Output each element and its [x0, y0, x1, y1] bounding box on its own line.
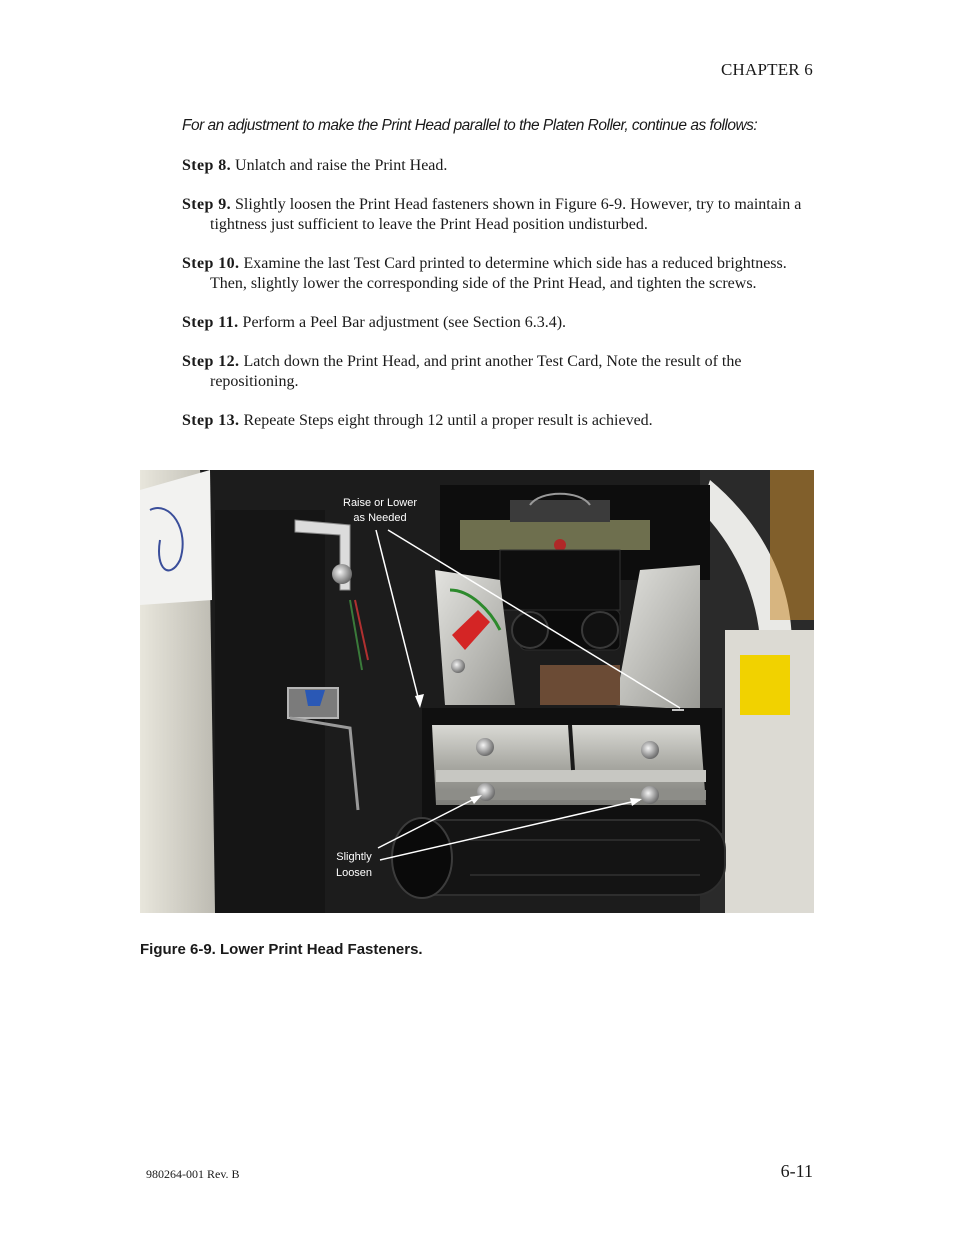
step-label: Step 13. [182, 412, 240, 429]
step-text: Slightly loosen the Print Head fasteners shown in Figure 6-9. However, try to maintain a tightness just sufficient to leave the Print Head position undisturbed. [210, 196, 802, 233]
step-text: Unlatch and raise the Print Head. [235, 157, 448, 174]
step-list [182, 156, 814, 450]
print-head-photo [140, 470, 814, 913]
step-8 [182, 156, 814, 176]
upper-left-screw [476, 738, 494, 756]
figure-caption: Figure 6-9. Lower Print Head Fasteners. [140, 941, 423, 958]
yellow-label [740, 655, 790, 715]
step-10 [182, 254, 814, 294]
step-text: Latch down the Print Head, and print another Test Card, Note the result of the repositioning. [210, 353, 742, 390]
callout-slightly-loosen-line2: Loosen [335, 867, 373, 879]
document-number: 980264-001 Rev. B [146, 1167, 240, 1181]
lower-left-fastener [477, 783, 495, 801]
callout-raise-lower: Raise or Lower [343, 497, 417, 509]
page-number: 6-11 [780, 1161, 813, 1181]
step-label: Step 12. [182, 353, 240, 370]
callout-raise-lower-line2: as Needed [353, 512, 407, 524]
step-12 [182, 352, 814, 392]
step-9 [182, 195, 814, 235]
step-label: Step 9. [182, 196, 232, 213]
step-text: Examine the last Test Card printed to determine which side has a reduced brightness. Then, slightly lower the corresponding side of the Print Head, and tighten the screws. [210, 255, 787, 292]
step-label: Step 10. [182, 255, 240, 272]
upper-right-screw [641, 741, 659, 759]
step-13 [182, 411, 814, 431]
chapter-heading: CHAPTER 6 [720, 60, 813, 79]
step-text: Perform a Peel Bar adjustment (see Section 6.3.4). [242, 314, 567, 331]
intro-instruction: For an adjustment to make the Print Head parallel to the Platen Roller, continue as follows: [182, 117, 758, 134]
step-label: Step 8. [182, 157, 232, 174]
step-text: Repeate Steps eight through 12 until a proper result is achieved. [243, 412, 653, 429]
lower-right-fastener [641, 786, 659, 804]
step-11 [182, 313, 814, 333]
step-label: Step 11. [182, 314, 239, 331]
callout-slightly-loosen: Slightly [336, 851, 372, 863]
label-sticker [140, 470, 212, 605]
